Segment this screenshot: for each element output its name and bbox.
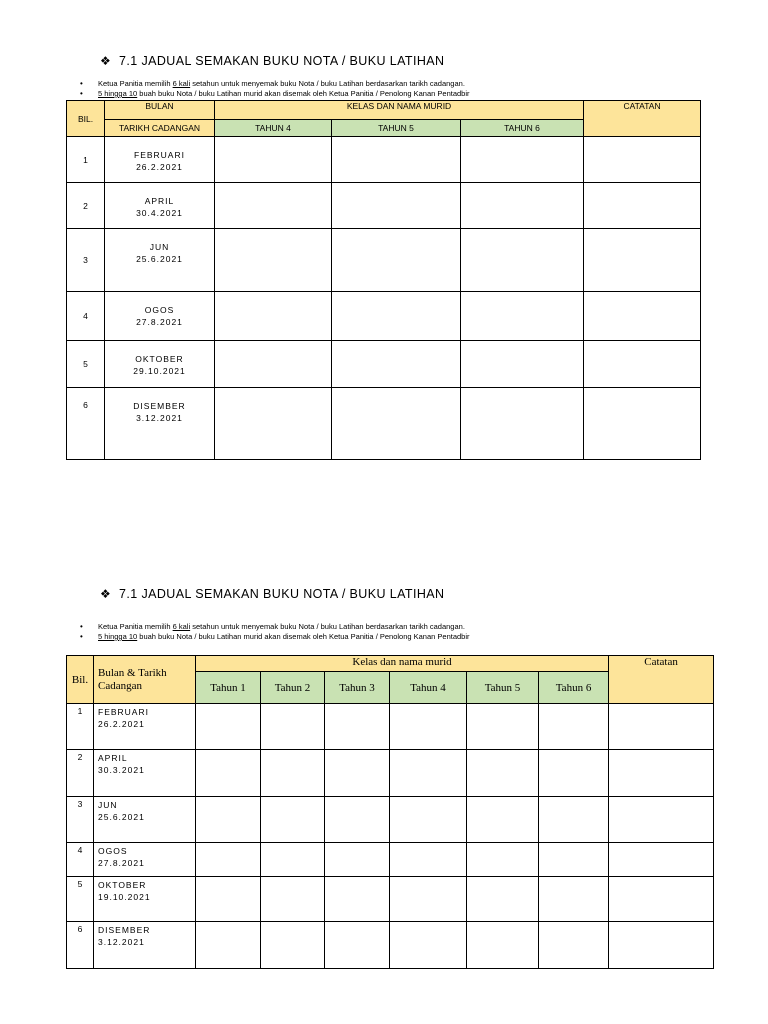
empty-cell[interactable]	[609, 704, 714, 750]
empty-cell[interactable]	[215, 229, 332, 292]
empty-cell[interactable]	[390, 704, 467, 750]
header-tahun-4: TAHUN 4	[215, 120, 332, 137]
empty-cell[interactable]	[332, 292, 461, 341]
note-2-text-c: buah buku Nota / buku Latihan murid akan disemak oleh Ketua Panitia / Penolong Kanan Pentadbir	[137, 632, 470, 641]
empty-cell[interactable]	[390, 797, 467, 843]
header-tarikh: TARIKH CADANGAN	[105, 120, 215, 137]
table-row	[67, 183, 701, 229]
date-label: 27.8.2021	[136, 317, 183, 327]
empty-cell[interactable]	[261, 922, 325, 969]
empty-cell[interactable]	[325, 797, 390, 843]
month-label: OKTOBER	[98, 880, 147, 890]
header-bulan: BULAN	[105, 101, 215, 120]
section-2-title-text: 7.1 JADUAL SEMAKAN BUKU NOTA / BUKU LATIHAN	[119, 587, 445, 601]
empty-cell[interactable]	[539, 843, 609, 877]
empty-cell[interactable]	[461, 341, 584, 388]
empty-cell[interactable]	[215, 388, 332, 460]
empty-cell[interactable]	[261, 843, 325, 877]
date-label: 30.3.2021	[98, 765, 145, 775]
row-number: 1	[67, 704, 94, 750]
empty-cell[interactable]	[325, 922, 390, 969]
empty-cell[interactable]	[196, 922, 261, 969]
table-row	[67, 877, 714, 922]
header-catatan: Catatan	[609, 656, 714, 704]
date-label: 26.2.2021	[98, 719, 145, 729]
table-row	[67, 704, 714, 750]
header-tahun-4: Tahun 4	[390, 672, 467, 704]
row-number: 5	[67, 341, 105, 388]
empty-cell[interactable]	[609, 797, 714, 843]
empty-cell[interactable]	[325, 704, 390, 750]
row-number: 2	[67, 183, 105, 229]
note-1-text-b: 6 kali	[172, 622, 191, 631]
date-label: 25.6.2021	[98, 812, 145, 822]
schedule-table-2	[66, 655, 714, 969]
empty-cell[interactable]	[467, 843, 539, 877]
month-date-cell	[94, 877, 196, 922]
empty-cell[interactable]	[461, 229, 584, 292]
empty-cell[interactable]	[196, 704, 261, 750]
empty-cell[interactable]	[390, 877, 467, 922]
header-kelas: Kelas dan nama murid	[196, 656, 609, 672]
row-number: 6	[67, 388, 105, 460]
month-label: FEBRUARI	[134, 150, 185, 160]
table-row	[67, 388, 701, 460]
month-label: OGOS	[144, 305, 175, 315]
empty-cell[interactable]	[467, 797, 539, 843]
empty-cell[interactable]	[467, 922, 539, 969]
header-bil: Bil.	[67, 656, 94, 704]
empty-cell[interactable]	[584, 229, 701, 292]
row-number: 2	[67, 750, 94, 797]
empty-cell[interactable]	[325, 843, 390, 877]
empty-cell[interactable]	[461, 292, 584, 341]
empty-cell[interactable]	[390, 922, 467, 969]
empty-cell[interactable]	[539, 797, 609, 843]
month-date-cell	[105, 137, 215, 183]
row-number: 6	[67, 922, 94, 969]
row-number: 1	[67, 137, 105, 183]
empty-cell[interactable]	[215, 137, 332, 183]
date-label: 19.10.2021	[98, 892, 151, 902]
empty-cell[interactable]	[609, 922, 714, 969]
diamond-bullet-icon: ❖	[100, 587, 112, 601]
empty-cell[interactable]	[215, 341, 332, 388]
empty-cell[interactable]	[461, 137, 584, 183]
header-tahun-2: Tahun 2	[261, 672, 325, 704]
empty-cell[interactable]	[390, 750, 467, 797]
section-1-title-text: 7.1 JADUAL SEMAKAN BUKU NOTA / BUKU LATIHAN	[119, 54, 445, 68]
empty-cell[interactable]	[215, 292, 332, 341]
table-row	[67, 843, 714, 877]
diamond-bullet-icon: ❖	[100, 54, 112, 68]
date-label: 27.8.2021	[98, 858, 145, 868]
empty-cell[interactable]	[390, 843, 467, 877]
section-2-title	[100, 587, 444, 601]
empty-cell[interactable]	[461, 388, 584, 460]
empty-cell[interactable]	[196, 797, 261, 843]
header-catatan: CATATAN	[584, 101, 701, 137]
note-1-text-c: setahun untuk menyemak buku Nota / buku Latihan berdasarkan tarikh cadangan.	[190, 622, 465, 631]
table-row	[67, 922, 714, 969]
header-tahun-3: Tahun 3	[325, 672, 390, 704]
month-label: JUN	[98, 800, 118, 810]
header-bil: BIL.	[67, 101, 105, 137]
table-row	[67, 750, 714, 797]
month-label: OKTOBER	[135, 354, 184, 364]
row-number: 3	[67, 229, 105, 292]
empty-cell[interactable]	[261, 877, 325, 922]
month-date-cell	[105, 388, 215, 460]
date-label: 3.12.2021	[136, 413, 183, 423]
empty-cell[interactable]	[325, 877, 390, 922]
empty-cell[interactable]	[332, 229, 461, 292]
header-bulan-tarikh: Bulan & Tarikh Cadangan	[94, 656, 196, 704]
empty-cell[interactable]	[584, 183, 701, 229]
month-date-cell	[105, 341, 215, 388]
row-number: 3	[67, 797, 94, 843]
month-date-cell	[105, 229, 215, 292]
note-1	[80, 79, 470, 89]
empty-cell[interactable]	[539, 704, 609, 750]
month-label: JUN	[149, 242, 170, 252]
note-1	[80, 622, 470, 632]
note-2-text-a: 5 hingga 10	[98, 89, 138, 98]
month-date-cell	[94, 704, 196, 750]
empty-cell[interactable]	[467, 750, 539, 797]
empty-cell[interactable]	[584, 388, 701, 460]
empty-cell[interactable]	[461, 183, 584, 229]
month-date-cell	[94, 843, 196, 877]
header-tahun-5: Tahun 5	[467, 672, 539, 704]
note-1-text-c: setahun untuk menyemak buku Nota / buku Latihan berdasarkan tarikh cadangan.	[190, 79, 465, 88]
note-2	[80, 89, 470, 99]
note-2	[80, 632, 470, 642]
date-label: 26.2.2021	[136, 162, 183, 172]
date-label: 3.12.2021	[98, 937, 145, 947]
empty-cell[interactable]	[332, 137, 461, 183]
month-date-cell	[94, 750, 196, 797]
month-label: APRIL	[144, 196, 175, 206]
header-tahun-6: Tahun 6	[539, 672, 609, 704]
empty-cell[interactable]	[584, 341, 701, 388]
empty-cell[interactable]	[196, 750, 261, 797]
empty-cell[interactable]	[539, 750, 609, 797]
month-label: OGOS	[98, 846, 128, 856]
empty-cell[interactable]	[609, 750, 714, 797]
empty-cell[interactable]	[539, 877, 609, 922]
empty-cell[interactable]	[261, 704, 325, 750]
section-1-notes	[80, 79, 470, 99]
schedule-table-1	[66, 100, 701, 460]
section-2-notes	[80, 622, 470, 642]
empty-cell[interactable]	[196, 843, 261, 877]
month-date-cell	[94, 797, 196, 843]
table-row	[67, 292, 701, 341]
row-number: 4	[67, 292, 105, 341]
empty-cell[interactable]	[584, 292, 701, 341]
empty-cell[interactable]	[196, 877, 261, 922]
month-date-cell	[105, 183, 215, 229]
empty-cell[interactable]	[609, 877, 714, 922]
month-label: DISEMBER	[133, 401, 186, 411]
date-label: 25.6.2021	[136, 254, 183, 264]
row-number: 4	[67, 843, 94, 877]
header-tahun-1: Tahun 1	[196, 672, 261, 704]
header-tahun-6: TAHUN 6	[461, 120, 584, 137]
note-1-text-a: Ketua Panitia memilih	[98, 622, 173, 631]
note-2-text-a: 5 hingga 10	[98, 632, 138, 641]
note-2-text-c: buah buku Nota / buku Latihan murid akan disemak oleh Ketua Panitia / Penolong Kanan Pentadbir	[137, 89, 470, 98]
empty-cell[interactable]	[609, 843, 714, 877]
note-1-text-a: Ketua Panitia memilih	[98, 79, 173, 88]
table-row	[67, 797, 714, 843]
empty-cell[interactable]	[332, 341, 461, 388]
month-label: APRIL	[98, 753, 128, 763]
empty-cell[interactable]	[539, 922, 609, 969]
empty-cell[interactable]	[261, 750, 325, 797]
table-row	[67, 341, 701, 388]
empty-cell[interactable]	[584, 137, 701, 183]
table-row	[67, 137, 701, 183]
month-date-cell	[94, 922, 196, 969]
empty-cell[interactable]	[332, 388, 461, 460]
header-tahun-5: TAHUN 5	[332, 120, 461, 137]
header-kelas: KELAS DAN NAMA MURID	[215, 101, 584, 120]
month-label: FEBRUARI	[98, 707, 149, 717]
month-label: DISEMBER	[98, 925, 151, 935]
empty-cell[interactable]	[215, 183, 332, 229]
empty-cell[interactable]	[467, 704, 539, 750]
date-label: 29.10.2021	[133, 366, 186, 376]
empty-cell[interactable]	[332, 183, 461, 229]
empty-cell[interactable]	[467, 877, 539, 922]
date-label: 30.4.2021	[136, 208, 183, 218]
empty-cell[interactable]	[325, 750, 390, 797]
section-1-title	[100, 54, 444, 68]
empty-cell[interactable]	[261, 797, 325, 843]
month-date-cell	[105, 292, 215, 341]
table-row	[67, 229, 701, 292]
row-number: 5	[67, 877, 94, 922]
note-1-text-b: 6 kali	[172, 79, 191, 88]
